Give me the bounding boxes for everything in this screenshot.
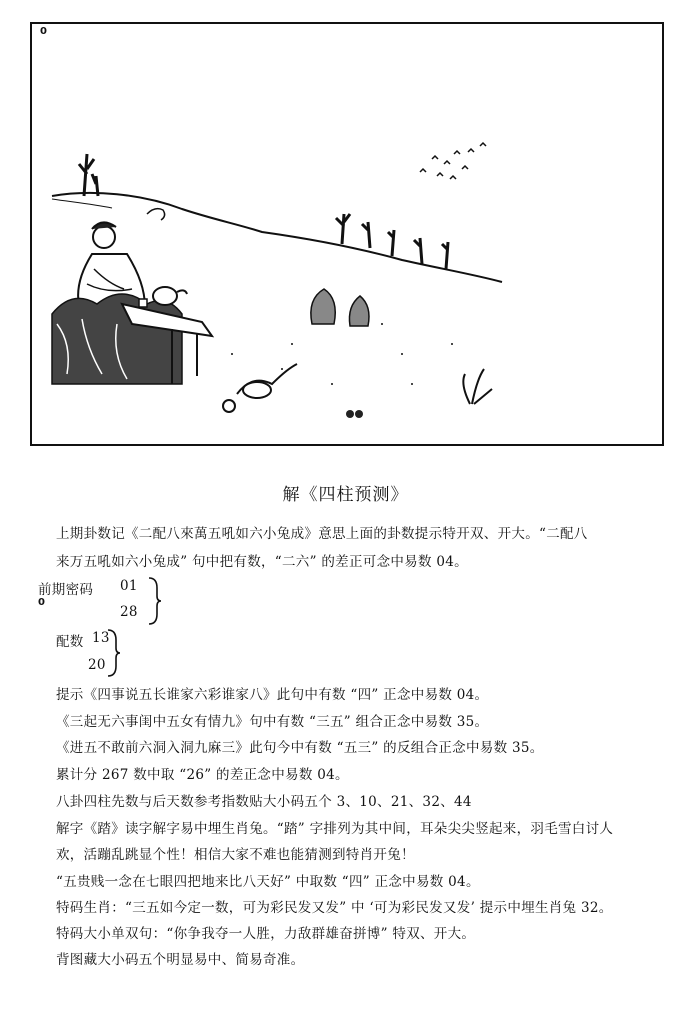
hint-line: 特码生肖：“三五如今定一数，可为彩民发又发” 中 ‘可为彩民发又发’ 提示中埋生肖兔 32。 — [56, 900, 613, 916]
hint-line: 《三起无六事闺中五女有情九》句中有数 “三五” 组合正念中易数 35。 — [56, 714, 489, 730]
landscape-illustration — [32, 24, 662, 444]
hint-line: 八卦四柱先数与后天数参考指数贴大小码五个 3、10、21、32、44 — [56, 794, 472, 810]
intro-line: 上期卦数记《二配八來萬五吼如六小兔成》意思上面的卦数提示特开双、开大。“二配八 — [56, 526, 588, 542]
illustration-frame — [30, 22, 664, 446]
hint-line: 《进五不敢前六洞入洞九麻三》此句今中有数 “五三” 的反组合正念中易数 35。 — [56, 740, 544, 756]
hint-line: “五贵贱一念在七眼四把地来比八天好” 中取数 “四” 正念中易数 04。 — [56, 874, 480, 890]
cat-playing — [223, 364, 363, 418]
hint-line: 累计分 267 数中取 “26” 的差正念中易数 04。 — [56, 767, 349, 783]
pairing-value: 20 — [88, 657, 106, 673]
flying-birds — [420, 143, 486, 179]
hint-line: 背图藏大小码五个明显易中、简易奇准。 — [56, 952, 305, 968]
brace-icon — [146, 576, 162, 626]
bare-trees — [79, 154, 448, 269]
grass-plant — [463, 369, 492, 404]
left-marker: 0 — [38, 597, 45, 608]
hint-line: 解字《踏》读字解字易中埋生肖兔。“踏” 字排列为其中间，耳朵尖尖竖起来，羽毛雪白讨人 — [56, 821, 614, 837]
pairing-value: 13 — [92, 630, 110, 646]
hint-line: 特码大小单双句：“你争我夺一人胜，力敌群雄奋拼博” 特双、开大。 — [56, 926, 476, 942]
article-title: 解《四柱预测》 — [282, 485, 409, 505]
previous-code-value: 01 — [120, 578, 138, 594]
brace-icon — [105, 628, 121, 678]
pairing-label: 配数 — [56, 634, 84, 650]
hint-line: 欢，活蹦乱跳显个性！相信大家不难也能猜测到特肖开兔！ — [56, 847, 415, 863]
intro-line: 来万五吼如六小兔成” 句中把有数，“二六” 的差正可念中易数 04。 — [56, 554, 468, 570]
garden-rocks — [311, 289, 369, 326]
frame-corner-mark: 0 — [40, 26, 47, 37]
ground-dots — [231, 323, 453, 385]
previous-code-label: 前期密码 — [38, 582, 94, 598]
previous-code-value: 28 — [120, 604, 138, 620]
shrubs — [52, 294, 182, 384]
hint-line: 提示《四事说五长谁家六彩谁家八》此句中有数 “四” 正念中易数 04。 — [56, 687, 489, 703]
